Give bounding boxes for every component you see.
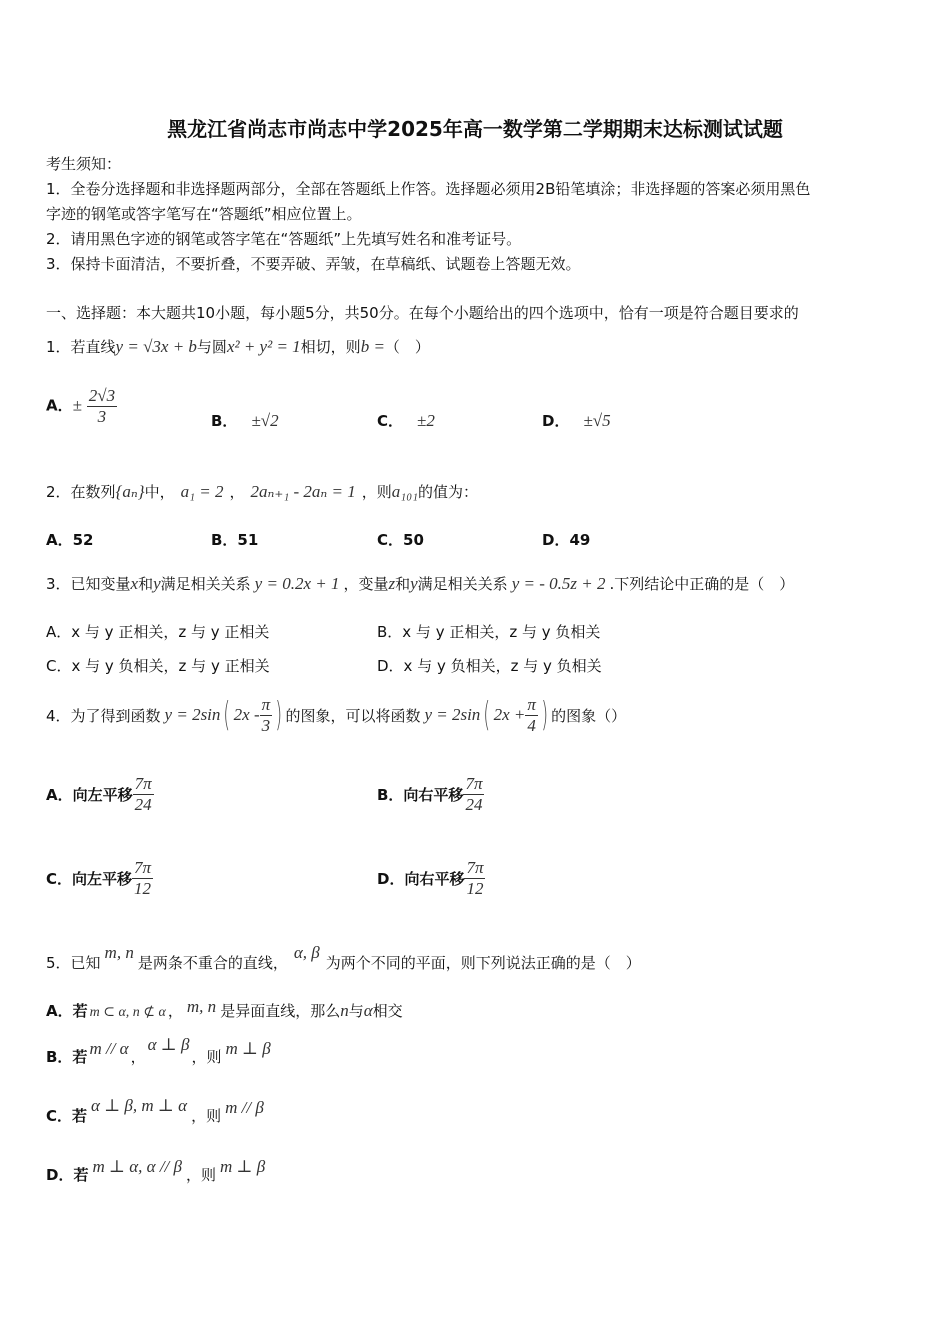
q5-option-a[interactable] bbox=[46, 997, 403, 1021]
q3-text: 和 bbox=[138, 575, 154, 593]
q5-text: 与 bbox=[348, 1002, 364, 1020]
q5-option-c[interactable] bbox=[46, 1096, 264, 1126]
q1-option-d-value: ±√5 bbox=[583, 411, 611, 430]
q5-option-c-label: C．若 bbox=[46, 1107, 88, 1125]
fraction-numerator: 7π bbox=[466, 857, 484, 877]
q1-option-a-label: A． bbox=[46, 396, 73, 415]
q3-var-y: y bbox=[410, 574, 418, 593]
fraction-denominator: 3 bbox=[261, 715, 271, 735]
q5-option-b-result: m ⊥ β bbox=[225, 1039, 271, 1058]
q3-relation-2: y = - 0.5z + 2 bbox=[511, 574, 606, 593]
q5-option-b-cond-2: α ⊥ β bbox=[147, 1035, 190, 1054]
q1-text: 相切，则 bbox=[300, 338, 361, 356]
section-heading: 一、选择题：本大题共10小题，每小题5分，共50分。在每个小题给出的四个选项中，恰有一项是符合题目要求的 bbox=[46, 304, 799, 322]
q4-source-argument: 2x + bbox=[493, 705, 526, 724]
q5-number: 5．已知 bbox=[46, 954, 101, 972]
question-1 bbox=[46, 336, 430, 357]
q1-option-b[interactable] bbox=[211, 410, 279, 431]
q4-option-a-fraction bbox=[133, 774, 154, 814]
fraction-numerator: 2√3 bbox=[88, 386, 116, 405]
q5-option-d-label: D．若 bbox=[46, 1166, 89, 1184]
q2-option-d[interactable]: D．49 bbox=[542, 531, 591, 549]
q2-option-b[interactable]: B．51 bbox=[211, 531, 259, 549]
q2-text: ， bbox=[229, 483, 245, 501]
q5-planes: α, β bbox=[293, 943, 320, 962]
notice-line-3: 3．保持卡面清洁，不要折叠，不要弄破、弄皱，在草稿纸、试题卷上答题无效。 bbox=[46, 255, 581, 273]
q1-b-expression: b = bbox=[360, 337, 385, 356]
q3-var-y: y bbox=[153, 574, 161, 593]
q3-text: 满足相关关系 bbox=[160, 575, 251, 593]
q5-option-d-condition: m ⊥ α, α // β bbox=[92, 1157, 182, 1176]
q1-option-c-value: ±2 bbox=[417, 411, 435, 430]
q5-option-b-label: B．若 bbox=[46, 1048, 88, 1066]
q4-option-c-label: C．向左平移 bbox=[46, 869, 133, 888]
question-2 bbox=[46, 481, 478, 502]
fraction-denominator: 12 bbox=[466, 878, 484, 898]
q1-option-a[interactable] bbox=[46, 386, 117, 426]
q1-option-b-value: ±√2 bbox=[251, 411, 279, 430]
paren-left: ( bbox=[223, 695, 231, 735]
q2-number: 2．在数列 bbox=[46, 483, 116, 501]
q3-var-z: z bbox=[388, 574, 396, 593]
q5-option-a-condition: m ⊂ α, n ⊄ α bbox=[89, 1005, 166, 1020]
q5-option-d-result: m ⊥ β bbox=[220, 1157, 266, 1176]
q5-text: ，则 bbox=[191, 1107, 222, 1125]
q5-option-b-cond-1: m // α bbox=[89, 1039, 129, 1058]
q2-recurrence: 2aₙ₊₁ - 2aₙ = 1 bbox=[250, 482, 356, 501]
q3-text: 满足相关关系 bbox=[417, 575, 508, 593]
q3-text: ，变量 bbox=[343, 575, 389, 593]
q4-option-d[interactable] bbox=[377, 854, 485, 902]
q5-text: 为两个不同的平面，则下列说法正确的是（ ） bbox=[325, 954, 641, 972]
q5-text: ， bbox=[130, 1048, 146, 1066]
q4-option-b[interactable] bbox=[377, 770, 484, 818]
q4-option-c-fraction bbox=[132, 858, 153, 898]
q3-var-x: x bbox=[130, 574, 139, 593]
q5-option-a-label: A．若 bbox=[46, 1002, 88, 1020]
q4-option-b-label: B．向右平移 bbox=[377, 785, 464, 804]
q2-sequence: {aₙ} bbox=[115, 482, 145, 501]
q4-text: 的图象，可以将函数 bbox=[285, 706, 421, 725]
page-title: 黑龙江省尚志市尚志中学2025年高一数学第二学期期末达标测试试题 bbox=[167, 117, 783, 141]
q1-option-c-label: C． bbox=[377, 412, 404, 430]
q3-option-d[interactable]: D．x 与 y 负相关，z 与 y 负相关 bbox=[377, 657, 602, 675]
q4-option-b-fraction bbox=[463, 774, 484, 814]
notice-line-2: 2．请用黑色字迹的钢笔或答字笔在“答题纸”上先填写姓名和准考证号。 bbox=[46, 230, 522, 248]
q4-source-fraction bbox=[525, 695, 538, 735]
fraction-numerator: 7π bbox=[465, 773, 483, 793]
q5-option-b[interactable] bbox=[46, 1035, 271, 1067]
q3-text: 和 bbox=[395, 575, 411, 593]
q1-line-equation: y = √3x + b bbox=[115, 337, 197, 356]
q1-option-d[interactable] bbox=[542, 410, 611, 431]
q4-option-c[interactable] bbox=[46, 854, 153, 902]
q5-option-a-lines: m, n bbox=[186, 997, 217, 1016]
paren-left: ( bbox=[483, 695, 491, 735]
q5-text: ，则 bbox=[185, 1166, 216, 1184]
q2-option-c[interactable]: C．50 bbox=[377, 531, 424, 549]
fraction-numerator: 7π bbox=[134, 773, 152, 793]
q1-option-a-fraction bbox=[87, 386, 117, 426]
q2-text: 中， bbox=[144, 483, 175, 501]
q5-text: 是异面直线，那么 bbox=[220, 1002, 341, 1020]
q4-option-a-label: A．向左平移 bbox=[46, 785, 133, 804]
q4-target-function: y = 2sin bbox=[164, 705, 221, 724]
notice-line-1b: 字迹的钢笔或答字笔写在“答题纸”相应位置上。 bbox=[46, 205, 362, 223]
q3-option-a[interactable]: A．x 与 y 正相关，z 与 y 正相关 bbox=[46, 623, 270, 641]
q1-circle-equation: x² + y² = 1 bbox=[226, 337, 301, 356]
q5-text: ，则 bbox=[191, 1048, 222, 1066]
q4-target-fraction bbox=[260, 695, 273, 735]
q2-target-term: a₁₀₁ bbox=[391, 482, 419, 501]
q3-number: 3．已知变量 bbox=[46, 575, 131, 593]
q5-option-c-condition: α ⊥ β, m ⊥ α bbox=[91, 1096, 188, 1115]
q1-option-a-sign: ± bbox=[72, 395, 82, 415]
q3-relation-1: y = 0.2x + 1 bbox=[254, 574, 340, 593]
q1-option-b-label: B． bbox=[211, 412, 238, 430]
q4-text: 的图象（） bbox=[551, 706, 627, 725]
q3-option-b[interactable]: B．x 与 y 正相关，z 与 y 负相关 bbox=[377, 623, 601, 641]
question-5 bbox=[46, 943, 641, 973]
q5-option-c-result: m // β bbox=[225, 1098, 264, 1117]
q3-option-c[interactable]: C．x 与 y 负相关，z 与 y 正相关 bbox=[46, 657, 270, 675]
q4-option-d-label: D．向右平移 bbox=[377, 869, 465, 888]
fraction-denominator: 24 bbox=[134, 794, 152, 814]
fraction-denominator: 12 bbox=[134, 878, 152, 898]
q2-option-a[interactable]: A．52 bbox=[46, 531, 94, 549]
notice-line-1a: 1．全卷分选择题和非选择题两部分，全部在答题纸上作答。选择题必须用2B铅笔填涂；非选择题的答案必须用黑色 bbox=[46, 180, 811, 198]
fraction-numerator: π bbox=[527, 694, 536, 714]
q2-text: 的值为： bbox=[418, 483, 479, 501]
paren-right: ) bbox=[275, 695, 283, 735]
q2-text: ，则 bbox=[361, 483, 392, 501]
question-4 bbox=[46, 692, 626, 738]
notice-heading: 考生须知： bbox=[46, 155, 122, 173]
fraction-numerator: 7π bbox=[134, 857, 152, 877]
q5-text: ， bbox=[167, 1002, 183, 1020]
fraction-denominator: 3 bbox=[97, 406, 107, 426]
fraction-numerator: π bbox=[261, 694, 271, 714]
q3-text: .下列结论中正确的是（ ） bbox=[609, 575, 795, 593]
q5-option-d[interactable] bbox=[46, 1157, 266, 1185]
q5-text: 相交 bbox=[372, 1002, 403, 1020]
q4-number: 4．为了得到函数 bbox=[46, 706, 161, 725]
q2-initial-term: a₁ = 2 bbox=[180, 482, 224, 501]
q1-text: 与圆 bbox=[196, 338, 227, 356]
q5-option-a-alpha: α bbox=[363, 1001, 373, 1020]
q5-option-a-n: n bbox=[340, 1001, 349, 1020]
q4-source-function: y = 2sin bbox=[424, 705, 481, 724]
paren-right: ) bbox=[541, 695, 548, 735]
q1-option-c[interactable] bbox=[377, 410, 435, 431]
question-3 bbox=[46, 573, 794, 594]
q4-target-argument: 2x - bbox=[233, 705, 260, 724]
q5-text: 是两条不重合的直线， bbox=[137, 954, 288, 972]
q5-lines: m, n bbox=[104, 943, 134, 962]
fraction-denominator: 4 bbox=[527, 715, 536, 735]
q4-option-a[interactable] bbox=[46, 770, 154, 818]
q4-option-d-fraction bbox=[464, 858, 485, 898]
q1-option-d-label: D． bbox=[542, 412, 570, 430]
fraction-denominator: 24 bbox=[465, 794, 483, 814]
q1-number: 1．若直线 bbox=[46, 338, 116, 356]
q1-text: （ ） bbox=[384, 338, 430, 356]
